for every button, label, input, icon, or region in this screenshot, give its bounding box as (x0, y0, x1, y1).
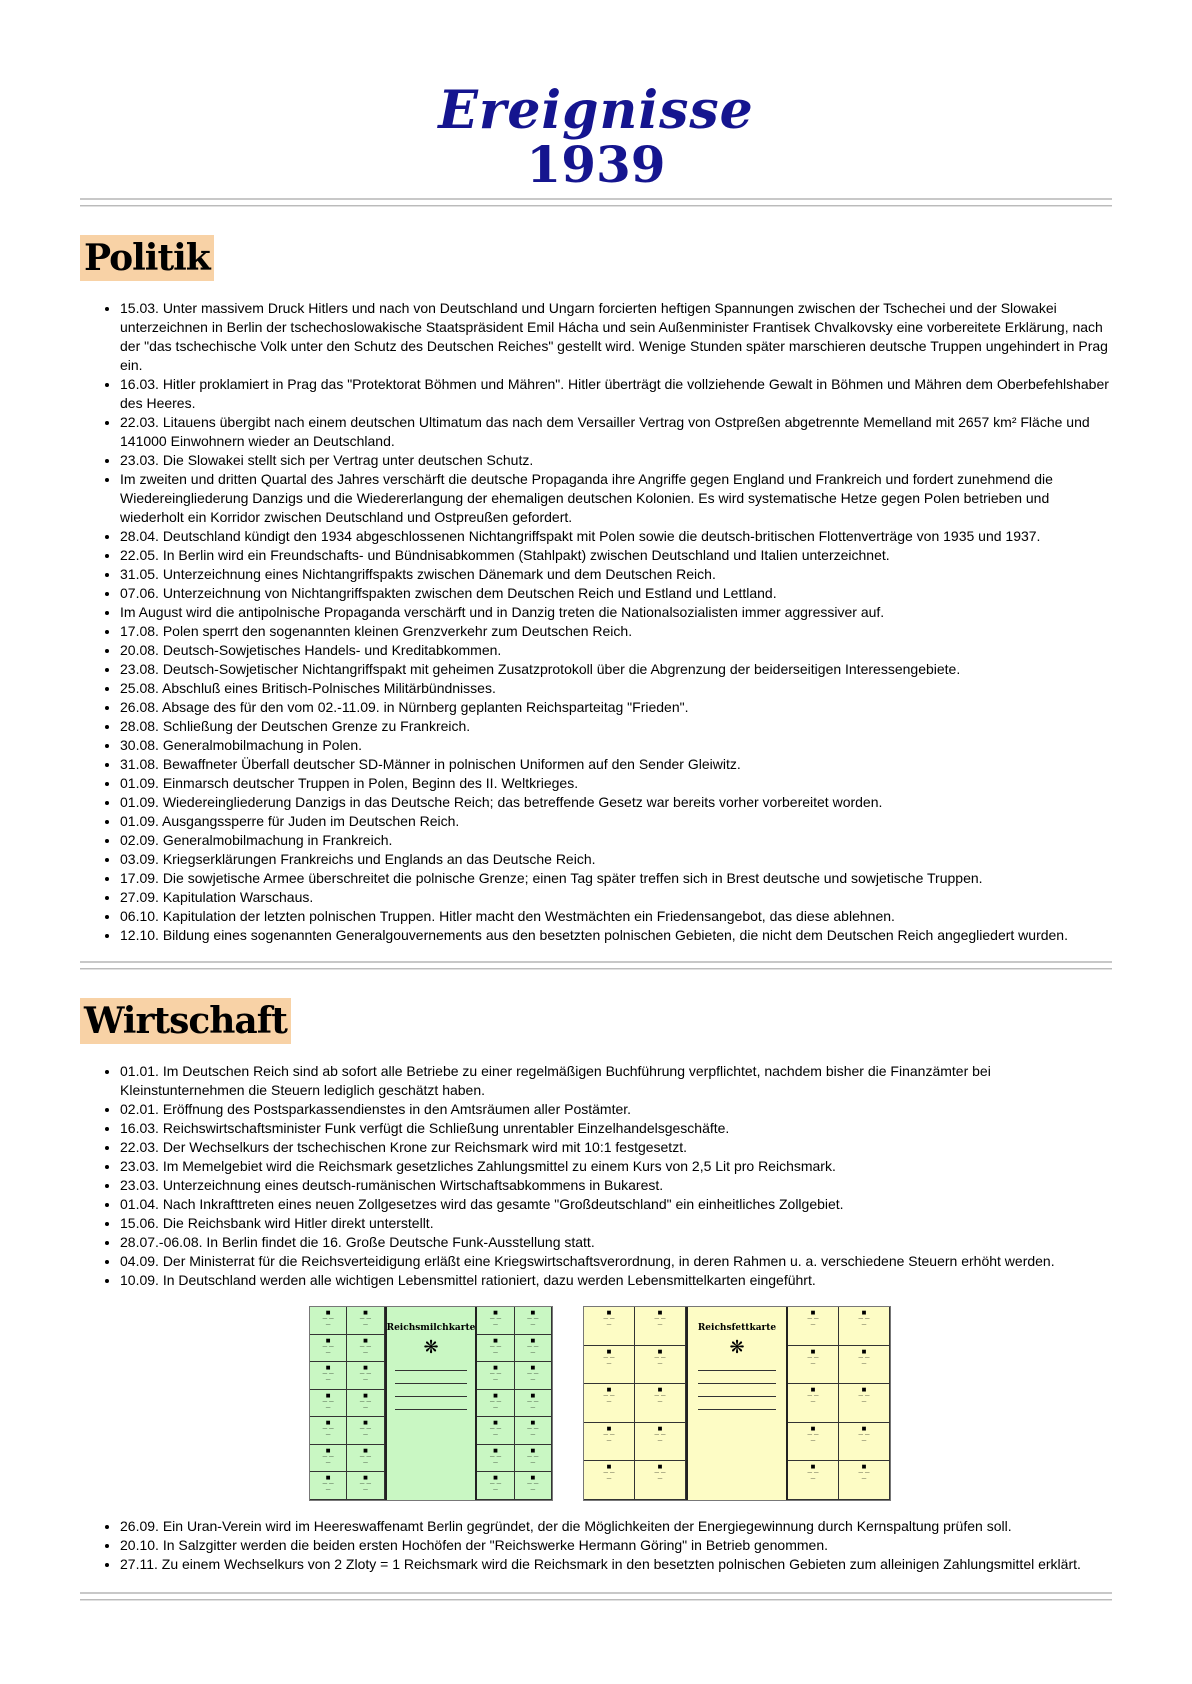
coupon-cell: ■ — — — (310, 1445, 346, 1473)
coupon-column (635, 1307, 686, 1500)
coupon-column (584, 1307, 635, 1500)
wirtschaft-list-continued (80, 1517, 1112, 1574)
list-item: • 01.09. Einmarsch deutscher Truppen in Polen, Beginn des II. Weltkrieges. (120, 774, 1112, 793)
coupon-column (347, 1307, 384, 1500)
list-item: • 01.09. Wiedereingliederung Danzigs in das Deutsche Reich; das betreffende Gesetz war bereits vorher vorbereitet worden. (120, 793, 1112, 812)
fat-ration-card-image (583, 1306, 891, 1501)
coupon-cell: ■ — — — (584, 1461, 634, 1500)
list-item: • 31.05. Unterzeichnung eines Nichtangriffspakts zwischen Dänemark und dem Deutschen Reich. (120, 565, 1112, 584)
card-center (385, 1307, 478, 1500)
list-item: • 02.09. Generalmobilmachung in Frankreich. (120, 831, 1112, 850)
coupon-cell: ■ — — — (788, 1384, 838, 1423)
coupon-cell: ■ — — — (347, 1445, 383, 1473)
politik-list (80, 299, 1112, 945)
coupon-cell: ■ — — — (310, 1472, 346, 1500)
list-item: • 20.10. In Salzgitter werden die beiden ersten Hochöfen der "Reichswerke Hermann Göring" in Betrieb genommen. (120, 1536, 1112, 1555)
coupon-cell: ■ — — — (839, 1461, 889, 1500)
coupon-cell: ■ — — — (788, 1461, 838, 1500)
eagle-emblem-icon: ❋ (423, 1337, 439, 1358)
coupon-cell: ■ — — — (788, 1423, 838, 1462)
list-item: • 23.03. Die Slowakei stellt sich per Vertrag unter deutschen Schutz. (120, 451, 1112, 470)
coupon-column (515, 1307, 552, 1500)
coupon-column (839, 1307, 890, 1500)
coupon-cell: ■ — — — (310, 1417, 346, 1445)
coupon-cell: ■ — — — (347, 1335, 383, 1363)
coupon-cell: ■ — — — (347, 1417, 383, 1445)
coupon-cell: ■ — — — (515, 1445, 551, 1473)
coupon-cell: ■ — — — (477, 1417, 513, 1445)
wirtschaft-list (80, 1062, 1112, 1290)
list-item: • 10.09. In Deutschland werden alle wichtigen Lebensmittel rationiert, dazu werden Lebensmittelkarten eingeführt. (120, 1271, 1112, 1290)
coupon-cell: ■ — — — (515, 1362, 551, 1390)
list-item: • 04.09. Der Ministerrat für die Reichsverteidigung erläßt eine Kriegswirtschaftsverordnung, in deren Rahmen u. a. verschiedene Steuern erhöht werden. (120, 1252, 1112, 1271)
coupon-cell: ■ — — — (310, 1362, 346, 1390)
list-item: • 01.01. Im Deutschen Reich sind ab sofort alle Betriebe zu einer regelmäßigen Buchführung verpflichtet, nachdem bisher die Finanzämter bei Kleinstunternehmen die Steuern lediglich geschätzt haben. (120, 1062, 1112, 1100)
coupon-cell: ■ — — — (515, 1390, 551, 1418)
coupon-cell: ■ — — — (347, 1390, 383, 1418)
coupon-cell: ■ — — — (477, 1472, 513, 1500)
coupon-cell: ■ — — — (635, 1384, 685, 1423)
list-item: • Im zweiten und dritten Quartal des Jahres verschärft die deutsche Propaganda ihre Angriffe gegen England und Frankreich und fordert zunehmend die Wiedereingliederung Danzigs und die Wiedererlangung der ehemaligen deutschen Kolonien. Es wird systematische Hetze gegen Polen betrieben und wiederholt ein Korridor zwischen Deutschland und Ostpreußen gefordert. (120, 470, 1112, 527)
coupon-cell: ■ — — — (515, 1335, 551, 1363)
list-item: • 28.08. Schließung der Deutschen Grenze zu Frankreich. (120, 717, 1112, 736)
coupon-cell: ■ — — — (584, 1307, 634, 1346)
milk-ration-card-image (309, 1306, 553, 1501)
title-line-2: 1939 (526, 135, 666, 194)
coupon-cell: ■ — — — (584, 1423, 634, 1462)
coupon-cell: ■ — — — (477, 1362, 513, 1390)
list-item: • 27.09. Kapitulation Warschaus. (120, 888, 1112, 907)
card-center (686, 1307, 788, 1500)
list-item: • 22.03. Der Wechselkurs der tschechischen Krone zur Reichsmark wird mit 10:1 festgesetzt. (120, 1138, 1112, 1157)
section-heading-politik: Politik (80, 235, 214, 281)
coupon-cell: ■ — — — (347, 1307, 383, 1335)
card-title: Reichsmilchkarte (386, 1323, 476, 1333)
coupon-cell: ■ — — — (788, 1346, 838, 1385)
divider (80, 1592, 1112, 1601)
list-item: • 22.03. Litauens übergibt nach einem deutschen Ultimatum das nach dem Versailler Vertrag von Ostpreßen abgetrennte Memelland mit 2657 km² Fläche und 141000 Einwohnern wieder an Deutschland. (120, 413, 1112, 451)
coupon-cell: ■ — — — (839, 1346, 889, 1385)
coupon-cell: ■ — — — (477, 1307, 513, 1335)
coupon-cell: ■ — — — (635, 1461, 685, 1500)
list-item: • 17.09. Die sowjetische Armee überschreitet die polnische Grenze; einen Tag später treffen sich in Brest deutsche und sowjetische Truppen. (120, 869, 1112, 888)
coupon-cell: ■ — — — (310, 1335, 346, 1363)
list-item: • 01.09. Ausgangssperre für Juden im Deutschen Reich. (120, 812, 1112, 831)
coupon-cell: ■ — — — (788, 1307, 838, 1346)
coupon-column (310, 1307, 347, 1500)
list-item: • 28.07.-06.08. In Berlin findet die 16. Große Deutsche Funk-Ausstellung statt. (120, 1233, 1112, 1252)
coupon-cell: ■ — — — (347, 1472, 383, 1500)
list-item: • 26.09. Ein Uran-Verein wird im Heereswaffenamt Berlin gegründet, der die Möglichkeiten der Energiegewinnung durch Kernspaltung prüfen soll. (120, 1517, 1112, 1536)
list-item: • 22.05. In Berlin wird ein Freundschafts- und Bündnisabkommen (Stahlpakt) zwischen Deutschland und Italien unterzeichnet. (120, 546, 1112, 565)
list-item: • 17.08. Polen sperrt den sogenannten kleinen Grenzverkehr zum Deutschen Reich. (120, 622, 1112, 641)
list-item: • 02.01. Eröffnung des Postsparkassendienstes in den Amtsräumen aller Postämter. (120, 1100, 1112, 1119)
title-line-1: Ereignisse (438, 80, 754, 141)
ration-card-images (309, 1306, 1112, 1501)
divider (80, 961, 1112, 970)
coupon-column (788, 1307, 839, 1500)
coupon-cell: ■ — — — (635, 1423, 685, 1462)
coupon-cell: ■ — — — (515, 1417, 551, 1445)
coupon-cell: ■ — — — (515, 1307, 551, 1335)
list-item: • 20.08. Deutsch-Sowjetisches Handels- und Kreditabkommen. (120, 641, 1112, 660)
section-heading-wirtschaft: Wirtschaft (80, 998, 291, 1044)
list-item: • 01.04. Nach Inkrafttreten eines neuen Zollgesetzes wird das gesamte "Großdeutschland" ein einheitliches Zollgebiet. (120, 1195, 1112, 1214)
card-title: Reichsfettkarte (697, 1323, 777, 1333)
coupon-cell: ■ — — — (839, 1307, 889, 1346)
list-item: • 16.03. Hitler proklamiert in Prag das "Protektorat Böhmen und Mähren". Hitler überträgt die vollziehende Gewalt in Böhmen und Mähren dem Oberbefehlshaber des Heeres. (120, 375, 1112, 413)
coupon-cell: ■ — — — (635, 1307, 685, 1346)
coupon-cell: ■ — — — (477, 1390, 513, 1418)
list-item: • 12.10. Bildung eines sogenannten Generalgouvernements aus den besetzten polnischen Gebieten, die nicht dem Deutschen Reich angegliedert wurden. (120, 926, 1112, 945)
coupon-column (477, 1307, 514, 1500)
list-item: • 15.06. Die Reichsbank wird Hitler direkt unterstellt. (120, 1214, 1112, 1233)
page-title (0, 0, 1192, 192)
divider (80, 198, 1112, 207)
list-item: • 03.09. Kriegserklärungen Frankreichs und Englands an das Deutsche Reich. (120, 850, 1112, 869)
list-item: • 28.04. Deutschland kündigt den 1934 abgeschlossenen Nichtangriffspakt mit Polen sowie die deutsch-britischen Flottenverträge von 1935 und 1937. (120, 527, 1112, 546)
coupon-cell: ■ — — — (584, 1384, 634, 1423)
coupon-cell: ■ — — — (477, 1335, 513, 1363)
coupon-cell: ■ — — — (310, 1307, 346, 1335)
list-item: • 23.03. Im Memelgebiet wird die Reichsmark gesetzliches Zahlungsmittel zu einem Kurs von 2,5 Lit pro Reichsmark. (120, 1157, 1112, 1176)
list-item: • 27.11. Zu einem Wechselkurs von 2 Zloty = 1 Reichsmark wird die Reichsmark in den besetzten polnischen Gebieten zum alleinigen Zahlungsmittel erklärt. (120, 1555, 1112, 1574)
coupon-cell: ■ — — — (515, 1472, 551, 1500)
coupon-cell: ■ — — — (635, 1346, 685, 1385)
list-item: • 15.03. Unter massivem Druck Hitlers und nach von Deutschland und Ungarn forcierten heftigen Spannungen zwischen der Tschechei und der Slowakei unterzeichnen in Berlin der tschechoslowakische Staatspräsident Emil Hácha und sein Außenminister Frantisek Chvalkovsky eine vorbereitete Erklärung, nach der "das tschechische Volk unter den Schutz des Deutschen Reiches" gestellt wird. Wenige Stunden später marschieren deutsche Truppen ungehindert in Prag ein. (120, 299, 1112, 375)
list-item: • 06.10. Kapitulation der letzten polnischen Truppen. Hitler macht den Westmächten ein Friedensangebot, das diese ablehnen. (120, 907, 1112, 926)
list-item: • 23.03. Unterzeichnung eines deutsch-rumänischen Wirtschaftsabkommens in Bukarest. (120, 1176, 1112, 1195)
list-item: • 07.06. Unterzeichnung von Nichtangriffspakten zwischen dem Deutschen Reich und Estland und Lettland. (120, 584, 1112, 603)
list-item: • 31.08. Bewaffneter Überfall deutscher SD-Männer in polnischen Uniformen auf den Sender Gleiwitz. (120, 755, 1112, 774)
list-item: • 25.08. Abschluß eines Britisch-Polnisches Militärbündnisses. (120, 679, 1112, 698)
list-item: • 30.08. Generalmobilmachung in Polen. (120, 736, 1112, 755)
coupon-cell: ■ — — — (310, 1390, 346, 1418)
list-item: • Im August wird die antipolnische Propaganda verschärft und in Danzig treten die Nationalsozialisten immer aggressiver auf. (120, 603, 1112, 622)
eagle-emblem-icon: ❋ (729, 1337, 745, 1358)
coupon-cell: ■ — — — (347, 1362, 383, 1390)
list-item: • 23.08. Deutsch-Sowjetischer Nichtangriffspakt mit geheimen Zusatzprotokoll über die Abgrenzung der beiderseitigen Interessengebiete. (120, 660, 1112, 679)
coupon-cell: ■ — — — (839, 1384, 889, 1423)
coupon-cell: ■ — — — (584, 1346, 634, 1385)
coupon-cell: ■ — — — (839, 1423, 889, 1462)
list-item: • 16.03. Reichswirtschaftsminister Funk verfügt die Schließung unrentabler Einzelhandelsgeschäfte. (120, 1119, 1112, 1138)
coupon-cell: ■ — — — (477, 1445, 513, 1473)
list-item: • 26.08. Absage des für den vom 02.-11.09. in Nürnberg geplanten Reichsparteitag "Frieden". (120, 698, 1112, 717)
